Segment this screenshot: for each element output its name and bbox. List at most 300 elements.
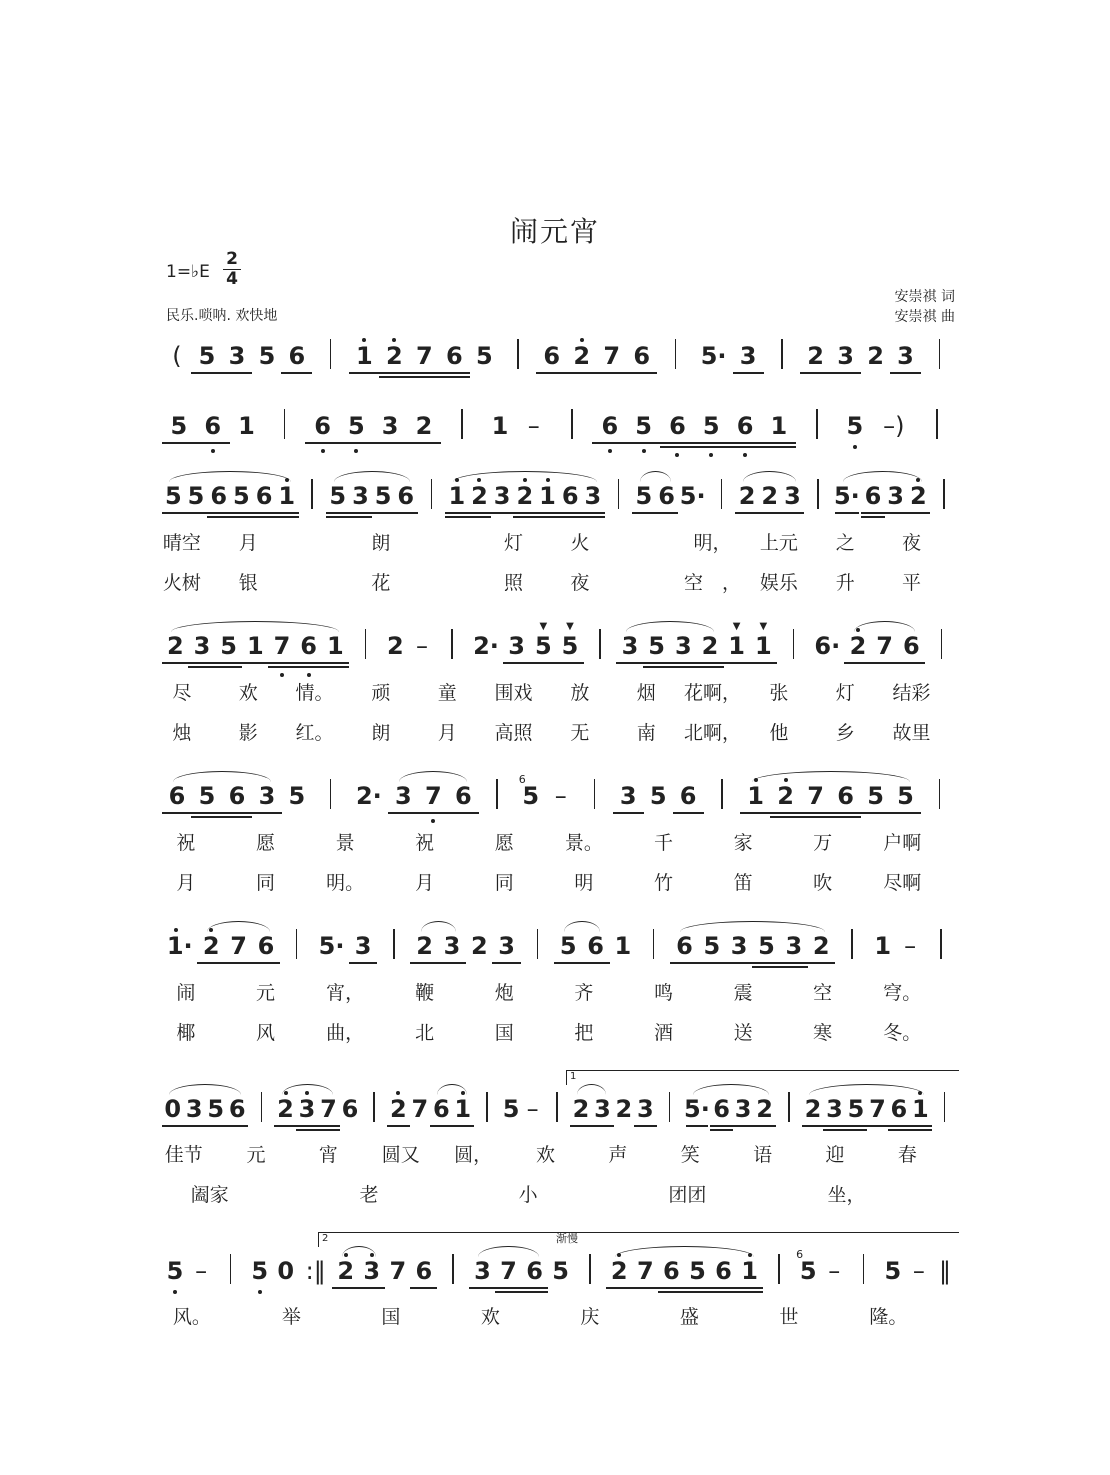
beam-underline — [807, 962, 835, 964]
beam-underline — [752, 962, 780, 964]
lyric-syllable: 万 — [813, 832, 833, 854]
beam-underline — [242, 662, 270, 664]
beam-underline — [349, 516, 373, 518]
note: 5 — [207, 1095, 225, 1123]
octave-down-dot — [280, 673, 284, 677]
octave-up-dot — [174, 928, 178, 932]
beam-underline — [207, 516, 231, 518]
lyric-syllable: 吹 — [813, 872, 833, 894]
beam-underline — [802, 1125, 824, 1127]
beam-underline — [162, 442, 197, 444]
note: 5 — [648, 632, 666, 660]
beam-underline — [252, 516, 276, 518]
beam-underline — [379, 372, 410, 374]
note: 3 — [228, 342, 246, 370]
lyric-syllable: 老 — [359, 1184, 379, 1206]
lyric-syllable: 放 — [570, 682, 590, 704]
lyric-syllable: 北啊， — [684, 722, 742, 744]
note: 3 — [621, 632, 639, 660]
note: 2 — [756, 1095, 773, 1123]
note: 6 — [255, 482, 273, 510]
barline — [939, 779, 941, 809]
tempo-marking: 民乐.唢呐. 欢快地 — [166, 308, 278, 324]
lyric-syllable: 他 — [769, 722, 789, 744]
note: 5 — [689, 1257, 706, 1285]
beam-underline — [606, 1287, 633, 1289]
beam-underline — [906, 512, 930, 514]
note: 7 — [230, 932, 247, 960]
slur — [564, 921, 599, 932]
note: 5· — [684, 1095, 710, 1123]
note: 5 — [561, 632, 579, 660]
note: 7 — [415, 342, 433, 370]
beam-underline — [191, 372, 222, 374]
note: 6 — [454, 782, 472, 810]
note: 6 — [658, 482, 675, 510]
note: 5 — [635, 412, 652, 440]
beam-underline — [750, 662, 778, 664]
beam-underline — [696, 662, 724, 664]
beam-underline — [521, 1291, 548, 1293]
beam-underline — [736, 1291, 763, 1293]
lyric-syllable: 影 — [238, 722, 258, 744]
beam-underline — [204, 1125, 226, 1127]
lyric-syllable: 椰 — [176, 1022, 196, 1044]
note: 2 — [909, 482, 927, 510]
barline — [594, 779, 596, 809]
note: 7 — [273, 632, 291, 660]
beam-underline — [728, 442, 763, 444]
beam-underline — [268, 666, 296, 668]
note: 6 — [713, 1095, 731, 1123]
slur — [171, 621, 339, 632]
staff-row — [0, 925, 1110, 1044]
beam-underline — [844, 662, 872, 664]
note: 6 — [526, 1257, 543, 1285]
note: 3 — [352, 482, 369, 510]
beam-underline — [554, 962, 582, 964]
beam-underline — [536, 516, 560, 518]
slur — [752, 771, 910, 782]
beam-underline — [183, 1125, 205, 1127]
note: 6 — [601, 412, 619, 440]
note: 0 — [164, 1095, 182, 1123]
beam-underline — [616, 662, 644, 664]
slur — [843, 471, 922, 482]
note: 6 — [736, 412, 754, 440]
notation-symbol: – — [526, 1095, 539, 1123]
note: 7 — [389, 1257, 407, 1285]
second-ending-number: 2 — [322, 1233, 329, 1244]
note: 3 — [734, 1095, 752, 1123]
beam-underline — [410, 962, 438, 964]
beam-underline — [469, 1287, 496, 1289]
beam-underline — [221, 372, 252, 374]
note: 7 — [500, 1257, 517, 1285]
note: 1 — [874, 932, 892, 960]
lyric-syllable: 佳节 — [164, 1144, 203, 1166]
slur — [693, 1084, 769, 1095]
beam-underline — [452, 1125, 474, 1127]
beam-underline — [468, 516, 492, 518]
beam-underline — [252, 962, 280, 964]
slur — [342, 1246, 376, 1257]
note: 5 — [534, 632, 552, 660]
note: 5 — [166, 1257, 184, 1285]
lyric-syllable: 月 — [415, 872, 435, 894]
notation-symbol: – — [828, 1257, 841, 1285]
note: 2· — [473, 632, 499, 660]
barline — [653, 929, 655, 959]
octave-down-dot — [608, 449, 612, 453]
beam-underline — [407, 442, 442, 444]
staccato-mark: ▼ — [539, 621, 548, 632]
beam-underline — [845, 1129, 867, 1131]
barline — [599, 629, 601, 659]
beam-underline — [162, 1125, 184, 1127]
beam-underline — [591, 1125, 613, 1127]
beam-underline — [296, 1129, 318, 1131]
notation-symbol: :‖ — [305, 1257, 326, 1285]
beam-underline — [735, 512, 759, 514]
note: 3 — [739, 342, 757, 370]
note: 2 — [516, 482, 534, 510]
beam-underline — [275, 516, 299, 518]
lyric-syllable: 坐， — [827, 1184, 866, 1206]
note: 6 — [543, 342, 561, 370]
lyric-syllable: 愿 — [494, 832, 514, 854]
lyric-syllable: 夜 — [570, 572, 590, 594]
note: 7 — [411, 1095, 429, 1123]
barline — [944, 1092, 946, 1122]
lyric-syllable: 祝 — [176, 832, 196, 854]
ritardando-marking: 渐慢 — [556, 1232, 578, 1245]
lyric-syllable: 尽啊 — [883, 872, 922, 894]
barline — [793, 629, 795, 659]
beam-underline — [761, 442, 796, 444]
note: 3 — [730, 932, 748, 960]
beam-underline — [445, 512, 469, 514]
slur — [169, 1084, 241, 1095]
beam-underline — [660, 446, 695, 448]
lyric-syllable: 庆 — [580, 1306, 600, 1328]
lyric-syllable: 平 — [902, 572, 922, 594]
notation-symbol: ‖ — [938, 1257, 951, 1285]
note: 2 — [471, 482, 488, 510]
beam-underline — [349, 372, 380, 374]
time-denominator: 4 — [226, 269, 238, 289]
lyric-syllable: 户啊 — [883, 832, 922, 854]
octave-down-dot — [642, 449, 646, 453]
note: 2 — [738, 482, 756, 510]
note: 3 — [363, 1257, 381, 1285]
note: 2 — [337, 1257, 355, 1285]
lyric-syllable: 盛 — [679, 1306, 699, 1328]
beam-underline — [800, 812, 831, 814]
lyric-syllable: 把 — [574, 1022, 594, 1044]
lyric-syllable: 故里 — [892, 722, 931, 744]
note: 7 — [320, 1095, 337, 1123]
note: 2 — [761, 482, 779, 510]
beam-underline — [373, 442, 408, 444]
beam-underline — [215, 662, 243, 664]
lyric-syllable: 国 — [494, 1022, 514, 1044]
note: 3 — [637, 1095, 654, 1123]
note: 2 — [867, 342, 884, 370]
note: 1 — [278, 482, 296, 510]
lyric-syllable: 月 — [437, 722, 457, 744]
beam-underline — [230, 512, 254, 514]
beam-underline — [780, 966, 808, 968]
notation-symbol: – — [554, 782, 567, 810]
beam-underline — [468, 512, 492, 514]
beam-underline — [884, 512, 908, 514]
beam-underline — [305, 442, 340, 444]
slur — [680, 921, 825, 932]
note: 5 — [329, 482, 347, 510]
barline — [461, 409, 463, 439]
lyric-syllable: 欢 — [536, 1144, 556, 1166]
staff-row — [0, 773, 1110, 894]
beam-underline — [566, 372, 597, 374]
note: 6 — [890, 1095, 908, 1123]
note: 3 — [674, 632, 692, 660]
note: 6 — [669, 412, 686, 440]
note: 2 — [804, 1095, 822, 1123]
lyric-syllable: 千 — [653, 832, 673, 854]
beam-underline — [725, 962, 753, 964]
note: 2 — [849, 632, 867, 660]
song-title: 闹元宵 — [509, 215, 600, 248]
beam-underline — [761, 446, 796, 448]
beam-underline — [890, 372, 921, 374]
octave-down-dot — [853, 445, 857, 449]
note: 2 — [277, 1095, 294, 1123]
note: 5 — [502, 1095, 520, 1123]
beam-underline — [371, 512, 395, 514]
beam-underline — [758, 512, 782, 514]
beam-underline — [558, 512, 582, 514]
slur — [809, 1084, 924, 1095]
note: 6 — [210, 482, 228, 510]
lyric-syllable: 花 — [371, 572, 391, 594]
beam-underline — [888, 1129, 910, 1131]
note: 3 — [584, 482, 602, 510]
barline — [817, 479, 819, 509]
lyric-syllable: 笑 — [680, 1144, 700, 1166]
beam-underline — [823, 1125, 845, 1127]
slur — [854, 621, 915, 632]
note: 5 — [559, 932, 577, 960]
note: 5· — [833, 482, 860, 510]
lyric-syllable: 阖家 — [190, 1184, 229, 1206]
lyric-syllable: 无 — [570, 722, 590, 744]
note: 5· — [679, 482, 706, 510]
lyric-syllable: 朗 — [371, 722, 391, 744]
beam-underline — [326, 512, 350, 514]
beam-underline — [861, 516, 885, 518]
lyric-syllable: 夜 — [902, 532, 922, 554]
note: 2 — [807, 342, 824, 370]
lyric-syllable: 语 — [753, 1144, 773, 1166]
beam-underline — [781, 512, 805, 514]
beam-underline — [195, 442, 230, 444]
note: 3 — [594, 1095, 611, 1123]
beam-underline — [490, 512, 514, 514]
lyric-syllable: 宵， — [326, 982, 365, 1004]
note: 5 — [867, 782, 884, 810]
note: 3 — [185, 1095, 203, 1123]
beam-underline — [274, 1125, 296, 1127]
note: 1 — [454, 1095, 472, 1123]
barline — [863, 1254, 865, 1284]
beam-underline — [317, 1129, 339, 1131]
beam-underline — [184, 512, 208, 514]
beam-underline — [670, 662, 698, 664]
note: 3 — [826, 1095, 843, 1123]
lyric-syllable: 送 — [733, 1022, 753, 1044]
beam-underline — [570, 1125, 592, 1127]
slur — [626, 621, 714, 632]
slur — [207, 921, 270, 932]
beam-underline — [191, 812, 222, 814]
second-ending-bracket — [318, 1232, 959, 1247]
lyric-syllable: 情。 — [295, 682, 334, 704]
beam-underline — [281, 372, 312, 374]
beam-underline — [221, 812, 252, 814]
octave-down-dot — [743, 453, 747, 457]
note: 5 — [187, 482, 205, 510]
beam-underline — [536, 512, 560, 514]
lyric-syllable: 红。 — [295, 722, 334, 744]
lyric-syllable: 升 — [835, 572, 855, 594]
slur — [437, 1084, 466, 1095]
beam-underline — [230, 516, 254, 518]
beam-underline — [275, 512, 299, 514]
note: 2 — [573, 342, 591, 370]
lyric-syllable: 南 — [636, 722, 656, 744]
slur — [478, 1246, 538, 1257]
beam-underline — [694, 442, 729, 444]
note: 2 — [166, 632, 184, 660]
beam-underline — [736, 1287, 763, 1289]
note: 1 — [246, 632, 264, 660]
note: 5 — [164, 482, 182, 510]
staccato-mark: ▼ — [759, 621, 768, 632]
octave-down-dot — [675, 453, 679, 457]
beam-underline — [684, 1291, 711, 1293]
lyric-syllable: 欢 — [238, 682, 258, 704]
beam-underline — [295, 662, 323, 664]
barline — [940, 929, 942, 959]
lyric-syllable: 朗 — [371, 532, 391, 554]
beam-underline — [439, 376, 470, 378]
barline — [452, 1254, 454, 1284]
beam-underline — [349, 962, 377, 964]
lyric-syllable: 圆又 — [381, 1144, 420, 1166]
note: 6 — [228, 782, 246, 810]
lyric-syllable: 景 — [335, 832, 355, 854]
time-signature — [222, 250, 242, 289]
barline — [365, 629, 367, 659]
barline — [936, 409, 938, 439]
beam-underline — [660, 442, 695, 444]
beam-underline — [626, 372, 657, 374]
beam-underline — [710, 1125, 732, 1127]
beam-underline — [626, 442, 661, 444]
barline — [788, 1092, 790, 1122]
beam-underline — [723, 662, 751, 664]
lyric-syllable: 火树 — [162, 572, 201, 594]
beam-underline — [388, 812, 419, 814]
beam-underline — [596, 372, 627, 374]
beam-underline — [753, 1125, 775, 1127]
beam-underline — [409, 372, 440, 374]
note: 6 — [300, 632, 318, 660]
beam-underline — [418, 812, 449, 814]
lyric-syllable: 张 — [769, 682, 789, 704]
staff-row — [0, 621, 1110, 744]
time-numerator: 2 — [226, 249, 238, 269]
beam-underline — [326, 516, 350, 518]
note: 3 — [193, 632, 211, 660]
beam-underline — [684, 1287, 711, 1289]
note: 6 — [397, 482, 415, 510]
lyric-syllable: 祝 — [415, 832, 435, 854]
note: 6 — [676, 932, 693, 960]
lyric-syllable: 齐 — [574, 982, 594, 1004]
slur — [453, 471, 597, 482]
note: 3 — [381, 412, 399, 440]
note: 2 — [470, 932, 488, 960]
beam-underline — [495, 1291, 522, 1293]
barline — [230, 1254, 232, 1284]
key-signature: 1=♭E — [166, 262, 210, 282]
note: 2 — [812, 932, 830, 960]
lyric-syllable: 烛 — [172, 722, 192, 744]
note: 3 — [897, 342, 914, 370]
beam-underline — [322, 662, 350, 664]
lyric-syllable: 同 — [255, 872, 275, 894]
composer-credit: 安崇祺 曲 — [894, 309, 955, 325]
note: 1 — [741, 1257, 758, 1285]
note: 6 — [341, 1095, 359, 1123]
beam-underline — [694, 446, 729, 448]
note: 6 — [837, 782, 854, 810]
note: 6· — [814, 632, 841, 660]
beam-underline — [581, 962, 609, 964]
lyric-syllable: 上元 — [759, 532, 798, 554]
lyric-syllable: 小 — [518, 1184, 538, 1206]
barline — [778, 1254, 780, 1284]
beam-underline — [710, 1129, 732, 1131]
lyric-syllable: 风。 — [172, 1306, 211, 1328]
notation-symbol: ( — [172, 342, 182, 370]
note: 2 — [386, 632, 404, 660]
beam-underline — [634, 1125, 656, 1127]
octave-down-dot — [354, 449, 358, 453]
note: 3 — [508, 632, 526, 660]
beam-underline — [224, 962, 252, 964]
barline — [781, 339, 783, 369]
beam-underline — [658, 1287, 685, 1289]
beam-underline — [898, 662, 926, 664]
barline — [284, 409, 286, 439]
note: 5 — [897, 782, 914, 810]
lyric-syllable: 晴空 — [162, 532, 201, 554]
beam-underline — [332, 1287, 359, 1289]
slur — [334, 471, 410, 482]
